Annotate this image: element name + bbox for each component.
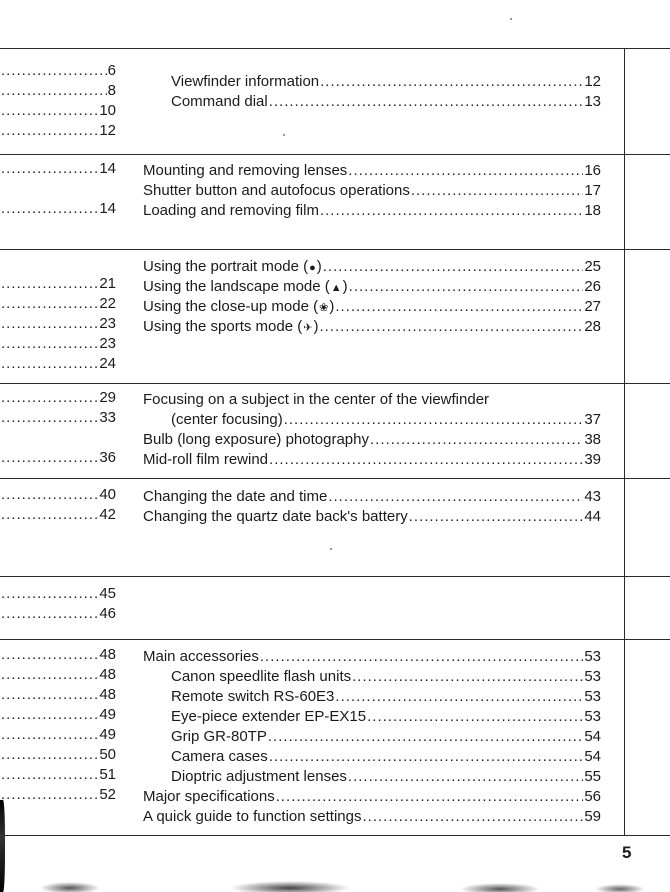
toc-entry-viewfinder[interactable]: Viewfinder information ..... 12 — [171, 72, 601, 92]
toc-left-entry[interactable]: ..... 36 — [0, 448, 116, 468]
toc-left-entry[interactable]: ..... 24 — [0, 354, 116, 374]
toc-entry-center-focus-title[interactable]: Focusing on a subject in the center of the viewfinder — [143, 391, 490, 408]
toc-left-entry[interactable]: ..... 50 — [0, 745, 116, 765]
toc-left-entry[interactable]: ..... 10 — [0, 101, 116, 121]
section-divider — [0, 835, 670, 836]
closeup-mode-icon: ❀ — [319, 302, 329, 314]
toc-entry-mounting-lenses[interactable]: Mounting and removing lenses ..... 16 — [143, 161, 601, 181]
toc-entry-command-dial[interactable]: Command dial ..... 13 — [171, 92, 601, 112]
toc-entry-camera-cases[interactable]: Camera cases ..... 54 — [171, 747, 601, 767]
toc-left-entry[interactable]: ..... 14 — [0, 159, 116, 179]
toc-left-entry[interactable]: ..... 21 — [0, 274, 116, 294]
toc-left-entry[interactable]: ..... 48 — [0, 665, 116, 685]
scan-speck — [510, 18, 512, 20]
toc-left-entry[interactable]: ..... 51 — [0, 765, 116, 785]
toc-entry-quick-guide[interactable]: A quick guide to function settings ..... 59 — [143, 807, 601, 827]
toc-left-entry[interactable]: ..... 14 — [0, 199, 116, 219]
toc-entry-bulb[interactable]: Bulb (long exposure) photography ..... 38 — [143, 430, 601, 450]
toc-entry-landscape-mode[interactable]: Using the landscape mode (▲) ..... 26 — [143, 277, 601, 297]
section-divider — [0, 48, 670, 49]
toc-entry-remote-switch[interactable]: Remote switch RS-60E3 ..... 53 — [171, 687, 601, 707]
toc-left-entry[interactable]: ..... 42 — [0, 505, 116, 525]
section-divider — [0, 383, 670, 384]
toc-entry-loading-film[interactable]: Loading and removing film ..... 18 — [143, 201, 601, 221]
toc-left-entry[interactable]: ..... 6 — [0, 61, 116, 81]
toc-left-entry[interactable]: ..... 48 — [0, 645, 116, 665]
section-divider — [0, 154, 670, 155]
toc-left-entry[interactable]: ..... 49 — [0, 725, 116, 745]
toc-left-entry[interactable]: ..... 46 — [0, 604, 116, 624]
section-divider — [0, 478, 670, 479]
right-margin-rule — [624, 48, 625, 836]
toc-left-entry[interactable]: ..... 48 — [0, 685, 116, 705]
scan-speck — [283, 134, 285, 136]
toc-entry-quartz-battery[interactable]: Changing the quartz date back's battery ..... 44 — [143, 507, 601, 527]
toc-entry-main-accessories[interactable]: Main accessories ..... 53 — [143, 647, 601, 667]
section-divider — [0, 249, 670, 250]
landscape-mode-icon: ▲ — [330, 282, 342, 294]
toc-left-entry[interactable]: ..... 23 — [0, 334, 116, 354]
toc-left-entry[interactable]: ..... 40 — [0, 485, 116, 505]
toc-left-entry[interactable]: ..... 8 — [0, 81, 116, 101]
toc-entry-midroll-rewind[interactable]: Mid-roll film rewind ..... 39 — [143, 450, 601, 470]
toc-entry-flash-units[interactable]: Canon speedlite flash units ..... 53 — [171, 667, 601, 687]
toc-entry-center-focus[interactable]: (center focusing) ..... 37 — [171, 410, 601, 430]
page-number: 5 — [622, 843, 632, 862]
toc-left-entry[interactable]: ..... 29 — [0, 388, 116, 408]
toc-entry-shutter-button[interactable]: Shutter button and autofocus operations ..... 17 — [143, 181, 601, 201]
toc-left-entry[interactable]: ..... 49 — [0, 705, 116, 725]
toc-entry-closeup-mode[interactable]: Using the close-up mode (❀) ..... 27 — [143, 297, 601, 317]
toc-entry-grip[interactable]: Grip GR-80TP ..... 54 — [171, 727, 601, 747]
toc-entry-specifications[interactable]: Major specifications ..... 56 — [143, 787, 601, 807]
scan-speck — [330, 548, 332, 550]
scan-bottom-smudge — [0, 872, 670, 892]
section-divider — [0, 576, 670, 577]
toc-left-entry[interactable]: ..... 12 — [0, 121, 116, 141]
toc-left-entry[interactable]: ..... 52 — [0, 785, 116, 805]
toc-entry-sports-mode[interactable]: Using the sports mode (✈) ..... 28 — [143, 317, 601, 337]
toc-entry-portrait-mode[interactable]: Using the portrait mode (●) ..... 25 — [143, 257, 601, 277]
toc-left-entry[interactable]: ..... 23 — [0, 314, 116, 334]
toc-left-entry[interactable]: ..... 45 — [0, 584, 116, 604]
toc-entry-eyepiece[interactable]: Eye-piece extender EP-EX15 ..... 53 — [171, 707, 601, 727]
portrait-mode-icon: ● — [309, 262, 316, 274]
toc-entry-change-date[interactable]: Changing the date and time ..... 43 — [143, 487, 601, 507]
toc-left-entry[interactable]: ..... 33 — [0, 408, 116, 428]
toc-entry-dioptric-lenses[interactable]: Dioptric adjustment lenses ..... 55 — [171, 767, 601, 787]
toc-left-entry[interactable]: ..... 22 — [0, 294, 116, 314]
sports-mode-icon: ✈ — [303, 322, 313, 334]
section-divider — [0, 639, 670, 640]
